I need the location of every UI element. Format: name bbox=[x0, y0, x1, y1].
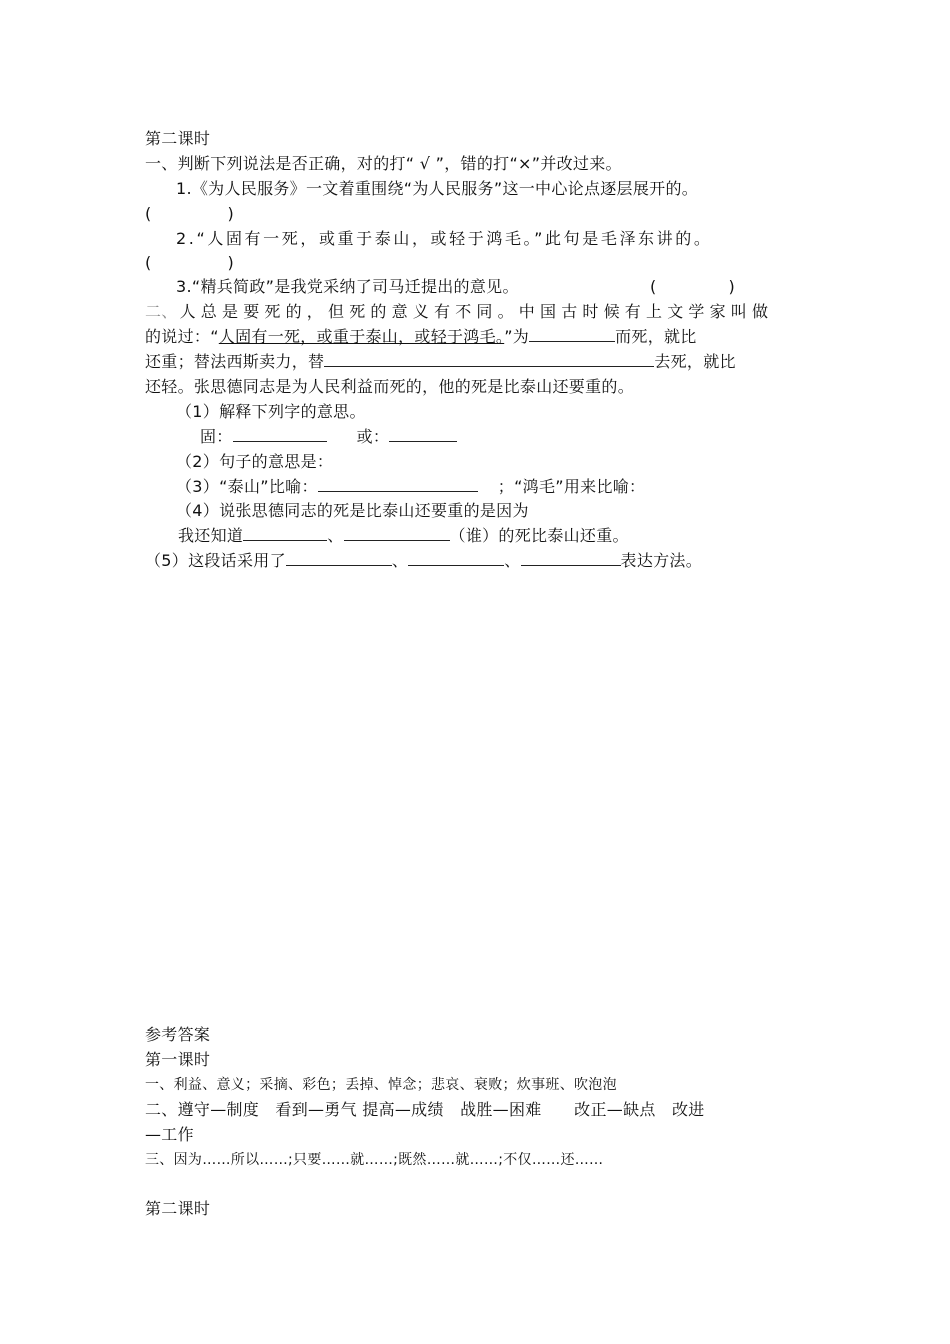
fill-blank[interactable] bbox=[344, 525, 450, 541]
fill-blank-gu[interactable] bbox=[233, 426, 327, 442]
answers-lesson2-title: 第二课时 bbox=[145, 1199, 211, 1218]
q2-sub3 bbox=[176, 476, 645, 498]
sub5-sep: 、 bbox=[504, 551, 521, 570]
fill-blank[interactable] bbox=[529, 326, 615, 342]
paren-open: ( bbox=[145, 204, 152, 223]
q1-heading: 一、判断下列说法是否正确，对的打“ √ ”，错的打“×”并改过来。 bbox=[145, 154, 622, 173]
paren-close: ) bbox=[728, 277, 736, 296]
q1-item1-answer bbox=[145, 203, 234, 225]
q2-passage-line4: 还轻。张思德同志是为人民利益而死的，他的死是比泰山还要重的。 bbox=[145, 377, 635, 396]
paren-close: ) bbox=[227, 253, 235, 272]
sub4b-label: 我还知道 bbox=[178, 526, 244, 545]
sub4b-sep: 、 bbox=[327, 526, 344, 545]
answers-line2b: —工作 bbox=[145, 1125, 194, 1144]
q2-text: 的说过：“ bbox=[145, 327, 219, 346]
q2-sub1: （1）解释下列字的意思。 bbox=[176, 402, 366, 421]
q1-item3: 3.“精兵简政”是我党采纳了司马迁提出的意见。 bbox=[176, 277, 519, 296]
q1-item1: 1.《为人民服务》一文着重围绕“为人民服务”这一中心论点逐层展开的。 bbox=[176, 179, 699, 198]
sub5-sep: 、 bbox=[391, 551, 409, 570]
sub5-label: 表达方法。 bbox=[620, 551, 703, 570]
q1-item2-answer bbox=[145, 252, 234, 274]
answers-line2: 二、遵守—制度 看到—勇气 提高—成绩 战胜—困难 改正—缺点 改进 bbox=[145, 1100, 705, 1119]
q2-sub4: （4）说张思德同志的死是比泰山还要重的是因为 bbox=[176, 501, 529, 520]
paren-open: ( bbox=[145, 253, 152, 272]
q2-passage-line3 bbox=[145, 351, 736, 373]
q2-text: ”为 bbox=[504, 327, 530, 346]
sub3-label: ；“鸿毛”用来比喻： bbox=[497, 477, 646, 496]
paren-open: ( bbox=[650, 277, 657, 296]
q1-item3-answer bbox=[650, 276, 735, 298]
q2-quote: 人固有一死，或重于泰山，或轻于鸿毛。 bbox=[218, 327, 505, 346]
q2-sub2: （2）句子的意思是： bbox=[176, 452, 334, 471]
label-gu: 固： bbox=[200, 427, 233, 446]
fill-blank[interactable] bbox=[318, 476, 478, 492]
lesson2-title: 第二课时 bbox=[145, 129, 211, 148]
q2-sub5 bbox=[145, 550, 702, 572]
q2-text: 人总是要死的，但死的意义有不同。中国古时候有上文学家叫做 bbox=[179, 302, 774, 321]
sub4b-label: （谁）的死比泰山还重。 bbox=[449, 526, 629, 545]
answers-lesson1-title: 第一课时 bbox=[145, 1050, 211, 1069]
q2-text: 而死，就比 bbox=[615, 327, 697, 346]
q2-sub1-blanks bbox=[200, 426, 457, 448]
q2-sub4b bbox=[178, 525, 629, 547]
q2-text: 去死，就比 bbox=[654, 352, 736, 371]
label-huo: 或： bbox=[356, 427, 390, 446]
sub5-label: （5）这段话采用了 bbox=[145, 551, 286, 570]
q2-marker: 二、 bbox=[145, 302, 178, 321]
answers-line1: 一、利益、意义；采摘、彩色；丢掉、悼念；悲哀、衰败；炊事班、吹泡泡 bbox=[145, 1077, 617, 1093]
sub3-label: （3）“泰山”比喻： bbox=[176, 477, 318, 496]
q2-passage-line1 bbox=[145, 301, 805, 323]
fill-blank[interactable] bbox=[408, 550, 504, 566]
q1-item2: 2.“人固有一死，或重于泰山，或轻于鸿毛。”此句是毛泽东讲的。 bbox=[176, 229, 713, 248]
fill-blank-huo[interactable] bbox=[389, 426, 457, 442]
answers-title: 参考答案 bbox=[145, 1025, 211, 1044]
paren-close: ) bbox=[227, 204, 235, 223]
q2-passage-line2 bbox=[145, 326, 697, 348]
fill-blank[interactable] bbox=[521, 550, 621, 566]
q2-text: 还重；替法西斯卖力，替 bbox=[145, 352, 325, 371]
fill-blank[interactable] bbox=[324, 351, 654, 367]
answers-line3: 三、因为……所以……;只要……就……;既然……就……;不仅……还…… bbox=[145, 1152, 604, 1168]
fill-blank[interactable] bbox=[243, 525, 327, 541]
fill-blank[interactable] bbox=[286, 550, 392, 566]
